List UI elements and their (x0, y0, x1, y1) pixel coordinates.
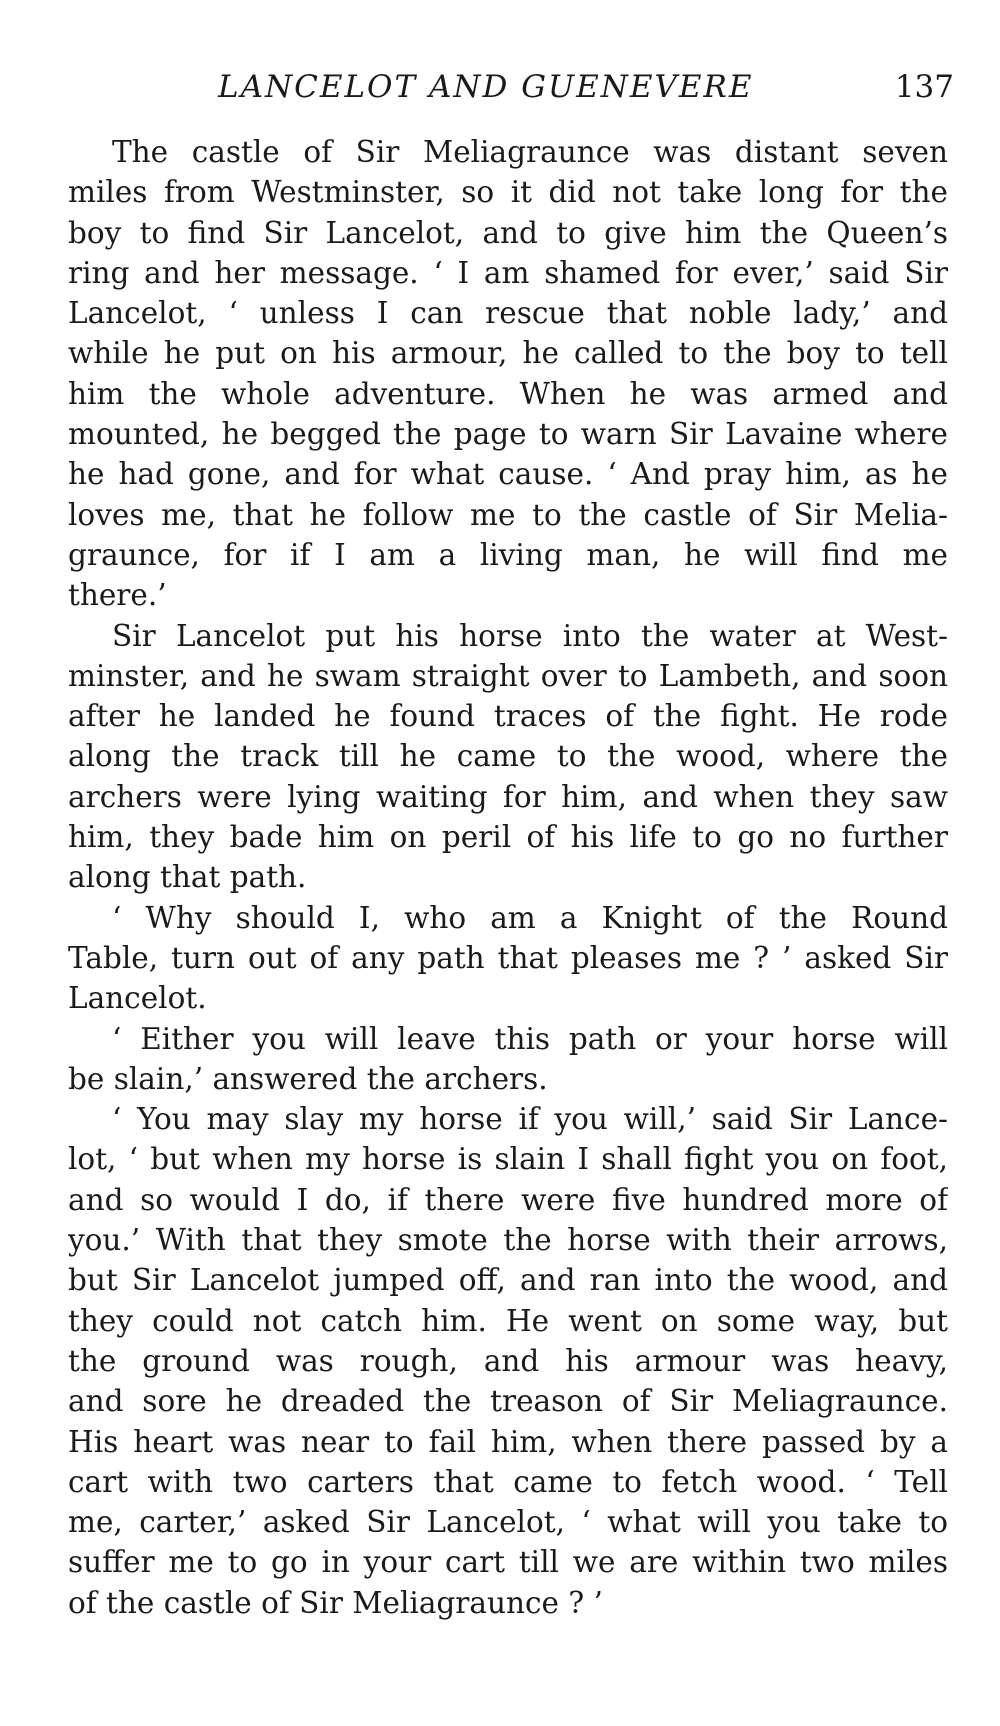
running-header (68, 62, 954, 112)
text-line: ‘ Either you will leave this path or your horse will (112, 1021, 948, 1056)
text-line: Sir Lancelot put his horse into the water at West- (112, 618, 948, 653)
book-page (68, 62, 954, 1623)
text-line: you.’ With that they smote the horse with their arrows, (68, 1223, 948, 1258)
body-text (68, 132, 948, 1623)
text-line: and sore he dreaded the treason of Sir Meliagraunce. (68, 1384, 948, 1419)
text-line: His heart was near to fail him, when there passed by a (68, 1424, 948, 1459)
running-title: LANCELOT AND GUENEVERE (218, 69, 754, 105)
text-line: but Sir Lancelot jumped off, and ran into the wood, and (68, 1263, 948, 1298)
text-line: after he landed he found traces of the fight. He rode (68, 699, 948, 734)
text-line: lot, ‘ but when my horse is slain I shall fight you on foot, (68, 1142, 948, 1177)
text-line: and so would I do, if there were five hundred more of (68, 1182, 948, 1217)
text-line: archers were lying waiting for him, and when they saw (68, 779, 948, 814)
text-line: the ground was rough, and his armour was heavy, (68, 1343, 948, 1378)
text-line: they could not catch him. He went on some way, but (68, 1303, 948, 1338)
text-line: minster, and he swam straight over to Lambeth, and soon (68, 658, 948, 693)
text-line: loves me, that he follow me to the castle of Sir Melia- (68, 497, 948, 532)
page-number: 137 (894, 69, 954, 105)
text-line: suffer me to go in your cart till we are within two miles (68, 1545, 948, 1580)
text-line: cart with two carters that came to fetch wood. ‘ Tell (68, 1464, 948, 1499)
text-line: Lancelot, ‘ unless I can rescue that noble lady,’ and (68, 296, 948, 331)
text-line: along the track till he came to the wood, where the (68, 739, 948, 774)
text-line: graunce, for if I am a living man, he will find me (68, 537, 948, 572)
text-line: ‘ You may slay my horse if you will,’ said Sir Lance- (112, 1102, 948, 1137)
text-line: be slain,’ answered the archers. (68, 1061, 548, 1096)
text-line: along that path. (68, 860, 307, 895)
text-line: him, they bade him on peril of his life to go no further (68, 820, 948, 855)
text-line: mounted, he begged the page to warn Sir Lavaine where (68, 417, 948, 452)
text-line: Lancelot. (68, 981, 207, 1016)
text-line: he had gone, and for what cause. ‘ And pray him, as he (68, 457, 948, 492)
text-line: of the castle of Sir Meliagraunce ? ’ (68, 1585, 603, 1620)
text-line: boy to find Sir Lancelot, and to give him the Queen’s (68, 215, 948, 250)
text-line: him the whole adventure. When he was armed and (68, 376, 948, 411)
text-line: ring and her message. ‘ I am shamed for ever,’ said Sir (68, 255, 948, 290)
text-line: while he put on his armour, he called to the boy to tell (68, 336, 948, 371)
text-line: miles from Westminster, so it did not take long for the (68, 175, 948, 210)
text-line: me, carter,’ asked Sir Lancelot, ‘ what will you take to (68, 1505, 948, 1540)
text-line: Table, turn out of any path that pleases me ? ’ asked Sir (68, 940, 948, 975)
text-line: ‘ Why should I, who am a Knight of the Round (112, 900, 948, 935)
text-line: The castle of Sir Meliagraunce was distant seven (112, 135, 948, 169)
text-line: there.’ (68, 578, 167, 613)
